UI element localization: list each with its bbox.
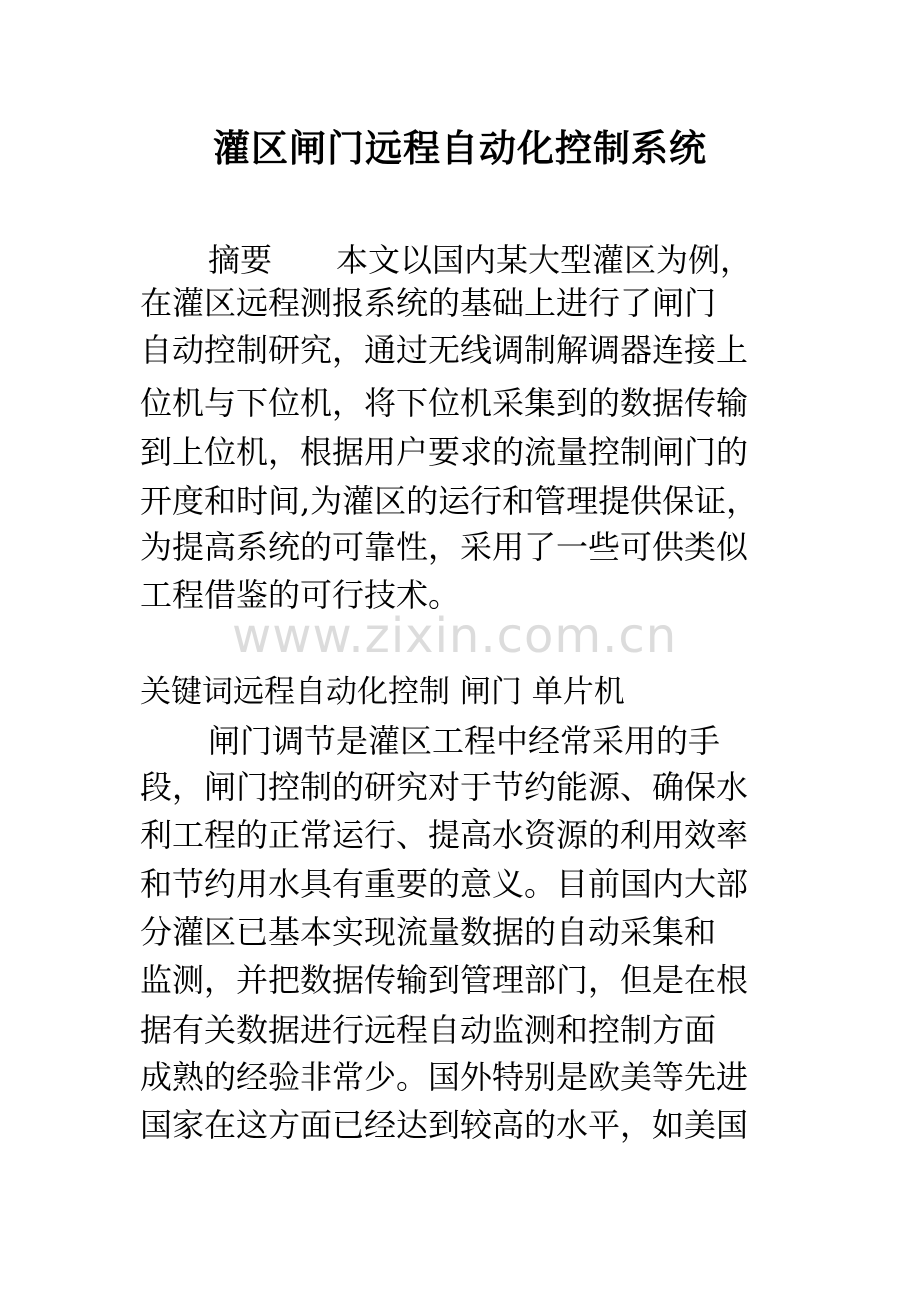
abstract-line: 自动控制研究，通过无线调制解调器连接上 <box>140 331 749 369</box>
abstract-line: 摘要 本文以国内某大型灌区为例， <box>208 241 753 279</box>
abstract-line: 到上位机，根据用户要求的流量控制闸门的 <box>140 433 749 471</box>
abstract-line: 工程借鉴的可行技术。 <box>140 576 461 614</box>
watermark: www.zixin.com.cn <box>232 608 678 664</box>
abstract-line: 为提高系统的可靠性，采用了一些可供类似 <box>140 528 749 566</box>
keywords-line: 关键词远程自动化控制 闸门 单片机 <box>140 674 625 710</box>
body-line: 和节约用水具有重要的意义。目前国内大部 <box>140 865 749 903</box>
body-line: 闸门调节是灌区工程中经常采用的手 <box>208 722 721 760</box>
abstract-line: 位机与下位机，将下位机采集到的数据传输 <box>140 384 749 422</box>
body-line: 段，闸门控制的研究对于节约能源、确保水 <box>140 768 749 806</box>
body-line: 据有关数据进行远程自动监测和控制方面 <box>140 1011 717 1049</box>
body-line: 利工程的正常运行、提高水资源的利用效率 <box>140 816 749 854</box>
abstract-line: 开度和时间,为灌区的运行和管理提供保证， <box>140 482 759 520</box>
abstract-line: 在灌区远程测报系统的基础上进行了闸门 <box>140 284 717 322</box>
body-line: 分灌区已基本实现流量数据的自动采集和 <box>140 913 717 951</box>
document-title: 灌区闸门远程自动化控制系统 <box>213 127 707 170</box>
body-line: 监测，并把数据传输到管理部门，但是在根 <box>140 961 749 999</box>
body-line: 国家在这方面已经达到较高的水平，如美国 <box>140 1106 749 1144</box>
body-line: 成熟的经验非常少。国外特别是欧美等先进 <box>140 1058 749 1096</box>
